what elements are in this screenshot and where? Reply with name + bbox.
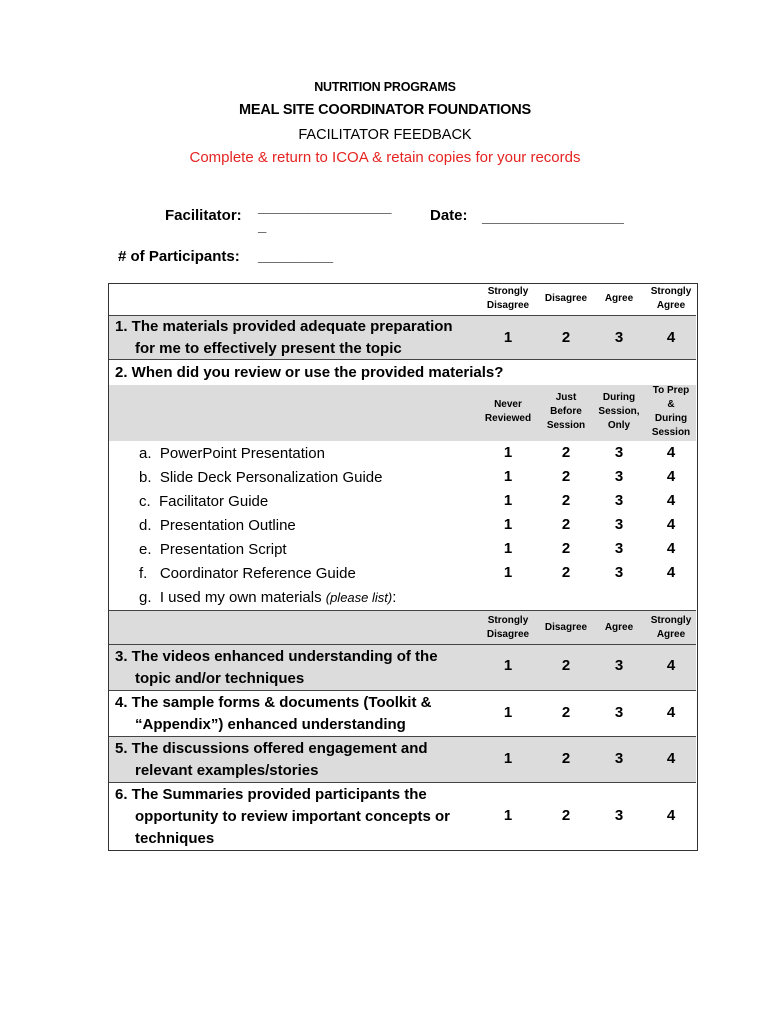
question-row-4 — [109, 691, 696, 737]
date-field[interactable]: _________________ — [482, 209, 624, 226]
instruction-text: Complete & return to ICOA & retain copies for your records — [189, 149, 581, 166]
usage-during-only: During Session, Only — [598, 392, 640, 431]
scale-disagree: Disagree — [544, 293, 588, 304]
q2b-rating-1[interactable]: 1 — [503, 468, 513, 485]
q2c-rating-2[interactable]: 2 — [561, 492, 571, 509]
question-row-5 — [109, 737, 696, 783]
scale-strongly-disagree: Strongly Disagree — [486, 286, 530, 311]
scale2-agree: Agree — [604, 622, 634, 633]
q5-rating-3[interactable]: 3 — [614, 750, 624, 767]
q2c-rating-4[interactable]: 4 — [666, 492, 676, 509]
q3-rating-1[interactable]: 1 — [503, 657, 513, 674]
q3-rating-3[interactable]: 3 — [614, 657, 624, 674]
scale-header-agree — [109, 284, 696, 316]
q3-rating-4[interactable]: 4 — [666, 657, 676, 674]
question-row-2 — [109, 361, 696, 385]
q2-items — [109, 441, 696, 585]
q4-rating-1[interactable]: 1 — [503, 704, 513, 721]
q2a-rating-2[interactable]: 2 — [561, 444, 571, 461]
q2f-rating-3[interactable]: 3 — [614, 564, 624, 581]
form-title: FACILITATOR FEEDBACK — [298, 127, 472, 143]
q2e-rating-3[interactable]: 3 — [614, 540, 624, 557]
facilitator-field[interactable]: ________________ — [258, 199, 392, 216]
scale2-disagree: Disagree — [544, 622, 588, 633]
q4-rating-2[interactable]: 2 — [561, 704, 571, 721]
q4-rating-4[interactable]: 4 — [666, 704, 676, 721]
q2c-rating-3[interactable]: 3 — [614, 492, 624, 509]
q2-item-c: c. Facilitator Guide — [139, 493, 269, 510]
q2c-rating-1[interactable]: 1 — [503, 492, 513, 509]
usage-prep-and-during: To Prep & During Session — [651, 385, 691, 438]
participants-field[interactable]: _________ — [258, 248, 334, 265]
q2d-rating-3[interactable]: 3 — [614, 516, 624, 533]
q2-item-d: d. Presentation Outline — [139, 517, 296, 534]
facilitator-field-continued: _ — [258, 218, 267, 235]
q2a-rating-1[interactable]: 1 — [503, 444, 513, 461]
q2e-rating-4[interactable]: 4 — [666, 540, 676, 557]
q2d-rating-1[interactable]: 1 — [503, 516, 513, 533]
q2f-rating-4[interactable]: 4 — [666, 564, 676, 581]
question-3-text: 3. The videos enhanced understanding of the topic and/or techniques — [115, 648, 438, 687]
course-title: MEAL SITE COORDINATOR FOUNDATIONS — [239, 102, 531, 118]
q2f-rating-1[interactable]: 1 — [503, 564, 513, 581]
q2e-rating-1[interactable]: 1 — [503, 540, 513, 557]
q2b-rating-3[interactable]: 3 — [614, 468, 624, 485]
q2b-rating-2[interactable]: 2 — [561, 468, 571, 485]
question-4-text: 4. The sample forms & documents (Toolkit & “Appendix”) enhanced understanding — [115, 694, 432, 733]
program-title: NUTRITION PROGRAMS — [314, 80, 456, 94]
scale-header-agree-2 — [109, 611, 696, 645]
question-row-3 — [109, 645, 696, 691]
q2-item-e: e. Presentation Script — [139, 541, 287, 558]
q2a-rating-4[interactable]: 4 — [666, 444, 676, 461]
q1-rating-3[interactable]: 3 — [614, 329, 624, 346]
q2d-rating-4[interactable]: 4 — [666, 516, 676, 533]
q3-rating-2[interactable]: 2 — [561, 657, 571, 674]
question-row-6 — [109, 783, 696, 850]
scale-agree: Agree — [604, 293, 634, 304]
usage-never-reviewed: Never Reviewed — [484, 399, 532, 424]
question-6-text: 6. The Summaries provided participants the opportunity to review important concepts or techniques — [115, 786, 451, 847]
participants-label: # of Participants: — [118, 248, 240, 265]
q2-item-g: g. I used my own materials (please list): — [139, 589, 397, 606]
q2-item-f: f. Coordinator Reference Guide — [139, 565, 356, 582]
question-5-text: 5. The discussions offered engagement and relevant examples/stories — [115, 740, 428, 779]
q2-item-a: a. PowerPoint Presentation — [139, 445, 325, 462]
question-2-text: 2. When did you review or use the provided materials? — [115, 364, 504, 381]
q6-rating-3[interactable]: 3 — [614, 807, 624, 824]
q5-rating-4[interactable]: 4 — [666, 750, 676, 767]
q2a-rating-3[interactable]: 3 — [614, 444, 624, 461]
feedback-table — [108, 283, 698, 851]
q6-rating-2[interactable]: 2 — [561, 807, 571, 824]
q2b-rating-4[interactable]: 4 — [666, 468, 676, 485]
scale2-strongly-agree: Strongly Agree — [650, 615, 692, 640]
question-row-1 — [109, 316, 696, 360]
scale-header-usage — [109, 385, 696, 441]
q4-rating-3[interactable]: 3 — [614, 704, 624, 721]
q2e-rating-2[interactable]: 2 — [561, 540, 571, 557]
q1-rating-2[interactable]: 2 — [561, 329, 571, 346]
q5-rating-2[interactable]: 2 — [561, 750, 571, 767]
q5-rating-1[interactable]: 1 — [503, 750, 513, 767]
q6-rating-1[interactable]: 1 — [503, 807, 513, 824]
question-1-text: 1. The materials provided adequate preparation for me to effectively present the topic — [115, 318, 453, 357]
usage-just-before: Just Before Session — [546, 392, 586, 431]
scale-strongly-agree: Strongly Agree — [650, 286, 692, 311]
date-label: Date: — [430, 207, 468, 224]
scale2-strongly-disagree: Strongly Disagree — [486, 615, 530, 640]
q2-item-b: b. Slide Deck Personalization Guide — [139, 469, 383, 486]
q6-rating-4[interactable]: 4 — [666, 807, 676, 824]
q2f-rating-2[interactable]: 2 — [561, 564, 571, 581]
q2d-rating-2[interactable]: 2 — [561, 516, 571, 533]
facilitator-label: Facilitator: — [165, 207, 242, 224]
q1-rating-1[interactable]: 1 — [503, 329, 513, 346]
q1-rating-4[interactable]: 4 — [666, 329, 676, 346]
q2-item-g-row — [109, 585, 696, 611]
